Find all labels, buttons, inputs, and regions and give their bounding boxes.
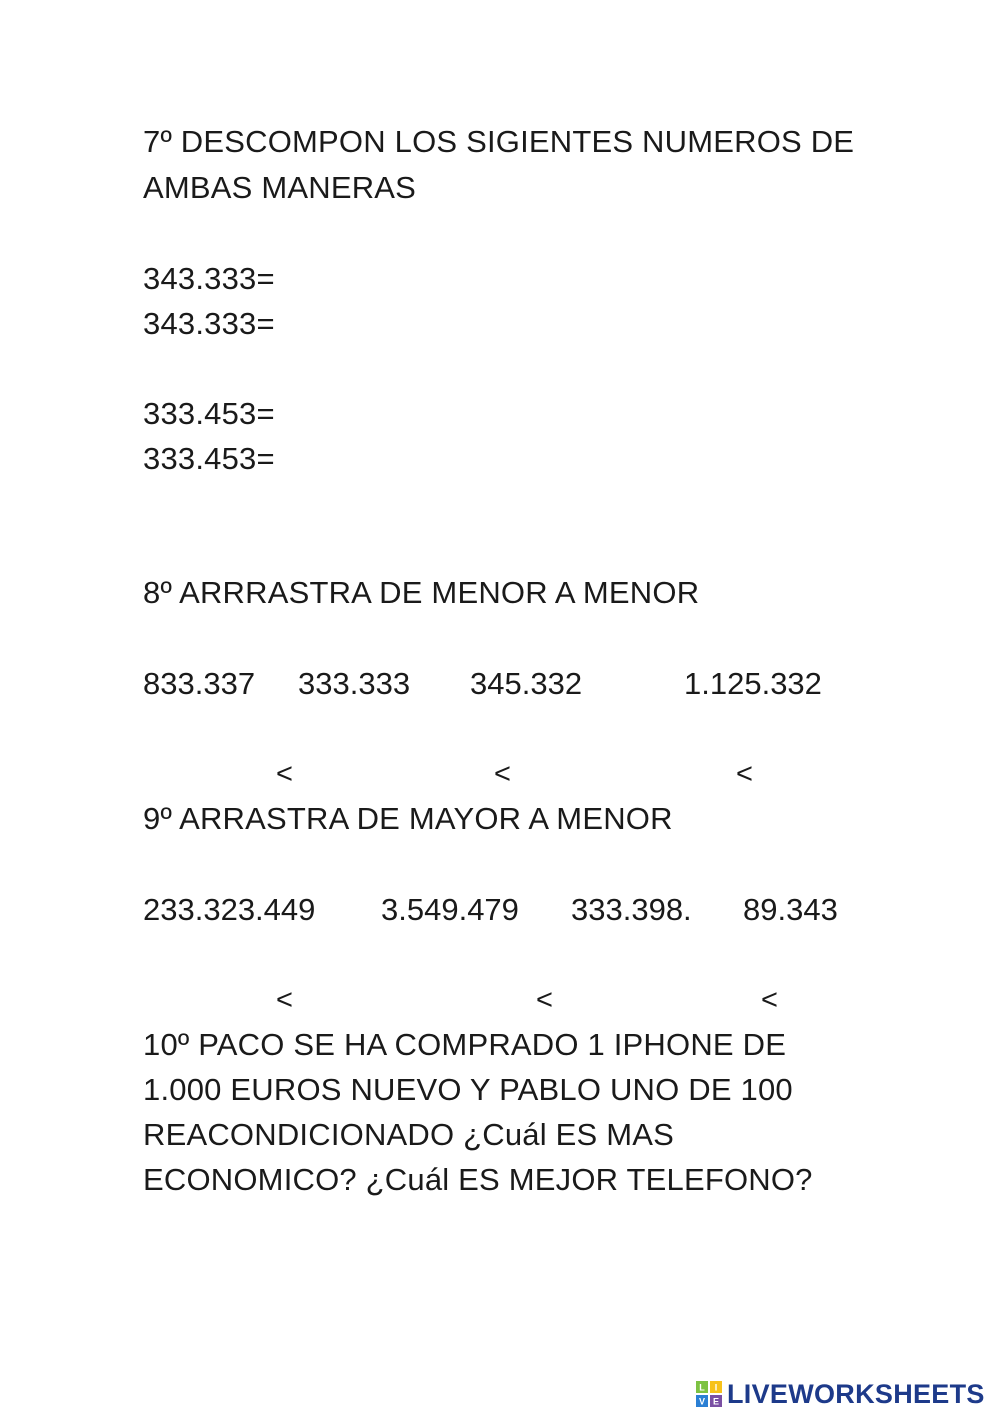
svg-text:V: V — [698, 1396, 706, 1407]
q7-item-3: 333.453= — [143, 396, 275, 431]
liveworksheets-brand-text: LIVEWORKSHEETS — [727, 1378, 985, 1409]
q9-title: 9º ARRASTRA DE MAYOR A MENOR — [143, 801, 673, 836]
liveworksheets-logo — [696, 1374, 985, 1414]
q9-draggable-number[interactable]: 89.343 — [743, 892, 838, 927]
svg-text:E: E — [712, 1396, 720, 1407]
q9-less-than: < — [761, 984, 778, 1016]
q7-item-2: 343.333= — [143, 306, 275, 341]
q9-less-than: < — [276, 984, 293, 1016]
q9-drop-slot-2[interactable] — [306, 982, 526, 1018]
q9-draggable-number[interactable]: 233.323.449 — [143, 892, 316, 927]
q9-drop-slot-4[interactable] — [791, 982, 901, 1018]
q8-drop-slot-3[interactable] — [524, 756, 729, 792]
q8-draggable-number[interactable]: 333.333 — [298, 666, 411, 701]
q7-item-1: 343.333= — [143, 261, 275, 296]
q8-title: 8º ARRRASTRA DE MENOR A MENOR — [143, 575, 700, 610]
q10-line1: 10º PACO SE HA COMPRADO 1 IPHONE DE — [143, 1027, 787, 1062]
q8-draggable-number[interactable]: 1.125.332 — [684, 666, 822, 701]
liveworksheets-logo-icon — [696, 1381, 722, 1407]
svg-text:I: I — [714, 1382, 718, 1393]
q9-drop-slot-1[interactable] — [143, 982, 271, 1018]
q8-drop-slot-2[interactable] — [306, 756, 486, 792]
q8-drop-slot-1[interactable] — [143, 756, 271, 792]
q10-line2: 1.000 EUROS NUEVO Y PABLO UNO DE 100 — [143, 1072, 793, 1107]
q10-line3: REACONDICIONADO ¿Cuál ES MAS — [143, 1117, 674, 1152]
q9-draggable-number[interactable]: 333.398. — [571, 892, 692, 927]
q8-draggable-number[interactable]: 345.332 — [470, 666, 583, 701]
q8-less-than: < — [494, 758, 511, 790]
q8-less-than: < — [276, 758, 293, 790]
q7-item-4: 333.453= — [143, 441, 275, 476]
q8-draggable-number[interactable]: 833.337 — [143, 666, 256, 701]
q8-drop-slot-4[interactable] — [766, 756, 876, 792]
q10-line4: ECONOMICO? ¿Cuál ES MEJOR TELEFONO? — [143, 1162, 813, 1197]
q7-title-line2: AMBAS MANERAS — [143, 170, 417, 205]
q9-less-than: < — [536, 984, 553, 1016]
q9-drop-slot-3[interactable] — [566, 982, 751, 1018]
q9-draggable-number[interactable]: 3.549.479 — [381, 892, 519, 927]
q8-less-than: < — [736, 758, 753, 790]
svg-text:L: L — [699, 1382, 705, 1393]
q7-title-line1: 7º DESCOMPON LOS SIGIENTES NUMEROS DE — [143, 124, 855, 159]
